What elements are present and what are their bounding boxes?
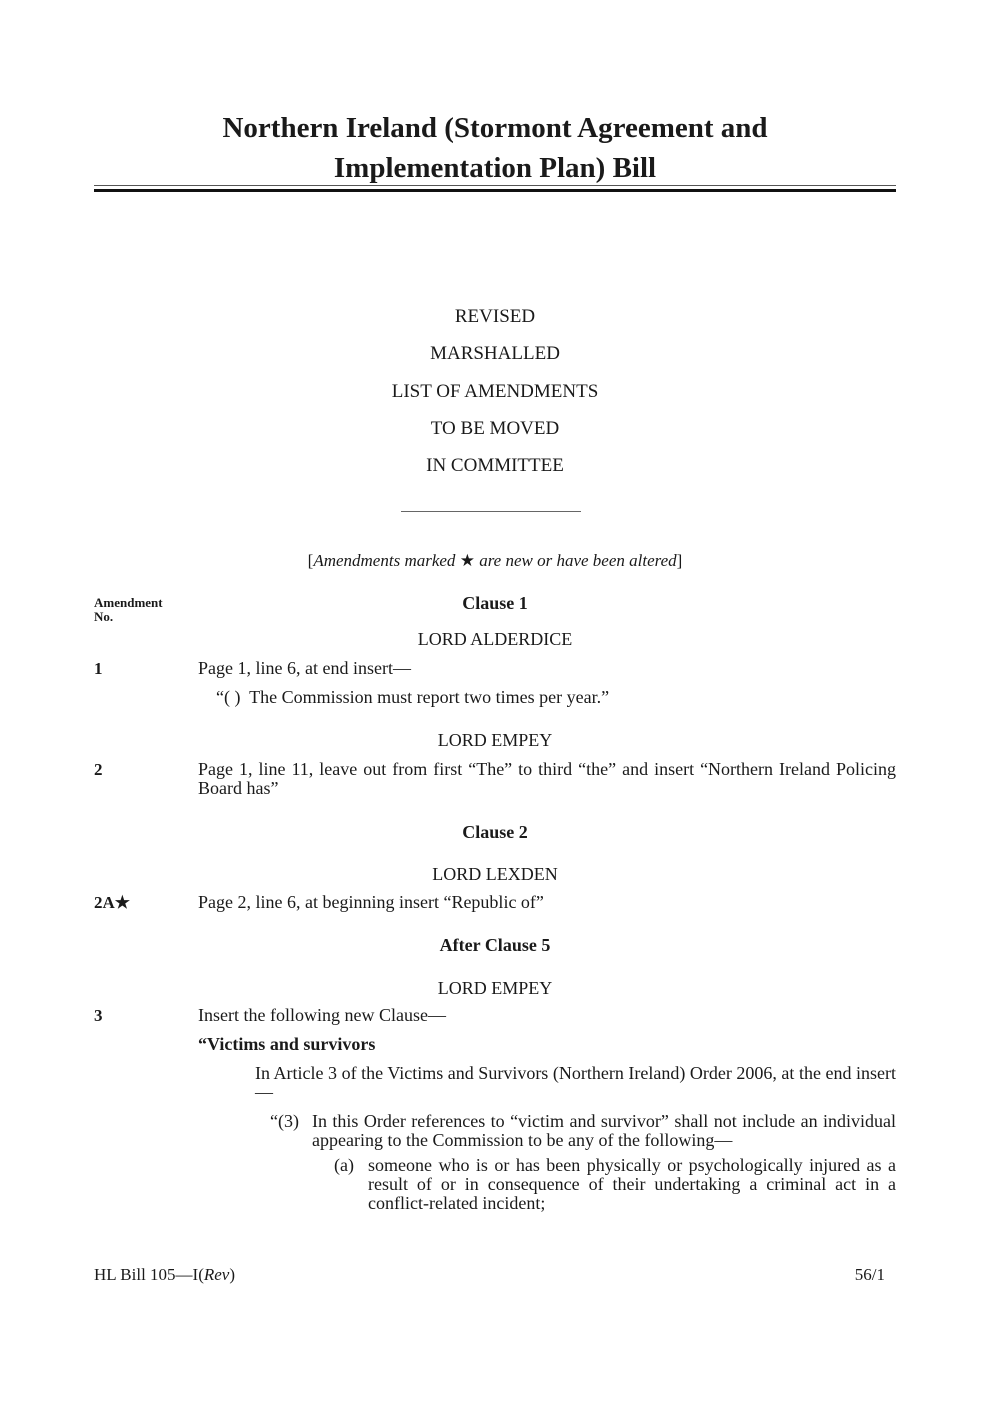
bill-ref-prefix: HL Bill 105—I( — [94, 1265, 204, 1284]
page-reference: 56/1 — [854, 1265, 885, 1284]
title-rule-thin — [94, 185, 896, 186]
mover-name: LORD EMPEY — [437, 730, 553, 750]
heading-line: IN COMMITTEE — [426, 455, 564, 477]
section-divider — [401, 511, 581, 512]
heading-line: MARSHALLED — [430, 343, 560, 365]
bill-title — [94, 108, 896, 188]
bill-title-line-2: Implementation Plan) Bill — [333, 152, 657, 184]
amendment-text: Page 2, line 6, at beginning insert “Republic of” — [198, 892, 544, 912]
inserted-text: “( ) The Commission must report two times per year.” — [216, 687, 610, 707]
notice-text-before: Amendments marked — [313, 551, 460, 570]
notice-bracket-close: ] — [676, 551, 683, 570]
mover-name: LORD ALDERDICE — [417, 629, 573, 649]
heading-line: TO BE MOVED — [430, 417, 560, 439]
title-rule-thick — [94, 189, 896, 192]
bill-ref-revision: Rev — [203, 1265, 230, 1284]
amendment-number: 1 — [94, 659, 103, 678]
amendment-text: Page 1, line 6, at end insert— — [198, 658, 411, 678]
column-label-line-1: Amendment — [94, 595, 163, 610]
notice-bracket-open: [ — [307, 551, 314, 570]
new-clause-heading: “Victims and survivors — [198, 1034, 376, 1054]
clause-heading: Clause 1 — [462, 593, 528, 613]
clause-heading: Clause 2 — [462, 822, 528, 842]
paragraph-label: (a) — [334, 1155, 354, 1175]
column-label-line-2: No. — [94, 609, 114, 624]
new-clause-body: In Article 3 of the Victims and Survivors (Northern Ireland) Order 2006, at the end insert— — [255, 1063, 896, 1102]
list-heading-block — [94, 305, 896, 491]
paragraph-text: someone who is or has been physically or psychologically injured as a result of or in consequence of their undertaking a criminal act in a conflict-related incident; — [368, 1155, 896, 1213]
amendment-number: 3 — [94, 1006, 103, 1025]
mover-name: LORD EMPEY — [437, 978, 553, 998]
bill-title-line-1: Northern Ireland (Stormont Agreement and — [222, 112, 768, 144]
bill-reference — [94, 1264, 235, 1286]
subsection-label: “(3) — [270, 1111, 299, 1131]
heading-line: REVISED — [454, 306, 536, 327]
amendment-number: 2 — [94, 760, 103, 779]
amendment-text: Page 1, line 11, leave out from first “The” to third “the” and insert “Northern Ireland Policing Board has” — [198, 759, 896, 798]
amendment-text: Insert the following new Clause— — [198, 1005, 446, 1025]
amendment-number: 2A★ — [94, 893, 131, 912]
heading-line: LIST OF AMENDMENTS — [391, 380, 599, 402]
bill-ref-suffix: ) — [229, 1265, 236, 1284]
subsection-text: In this Order references to “victim and survivor” shall not include an individual appearing to the Commission to be any of the following— — [312, 1111, 896, 1150]
notice-text-after: are new or have been altered — [474, 551, 677, 570]
star-icon: ★ — [459, 551, 475, 570]
mover-name: LORD LEXDEN — [432, 864, 558, 884]
amendments-notice — [94, 549, 896, 573]
clause-heading: After Clause 5 — [439, 935, 551, 955]
